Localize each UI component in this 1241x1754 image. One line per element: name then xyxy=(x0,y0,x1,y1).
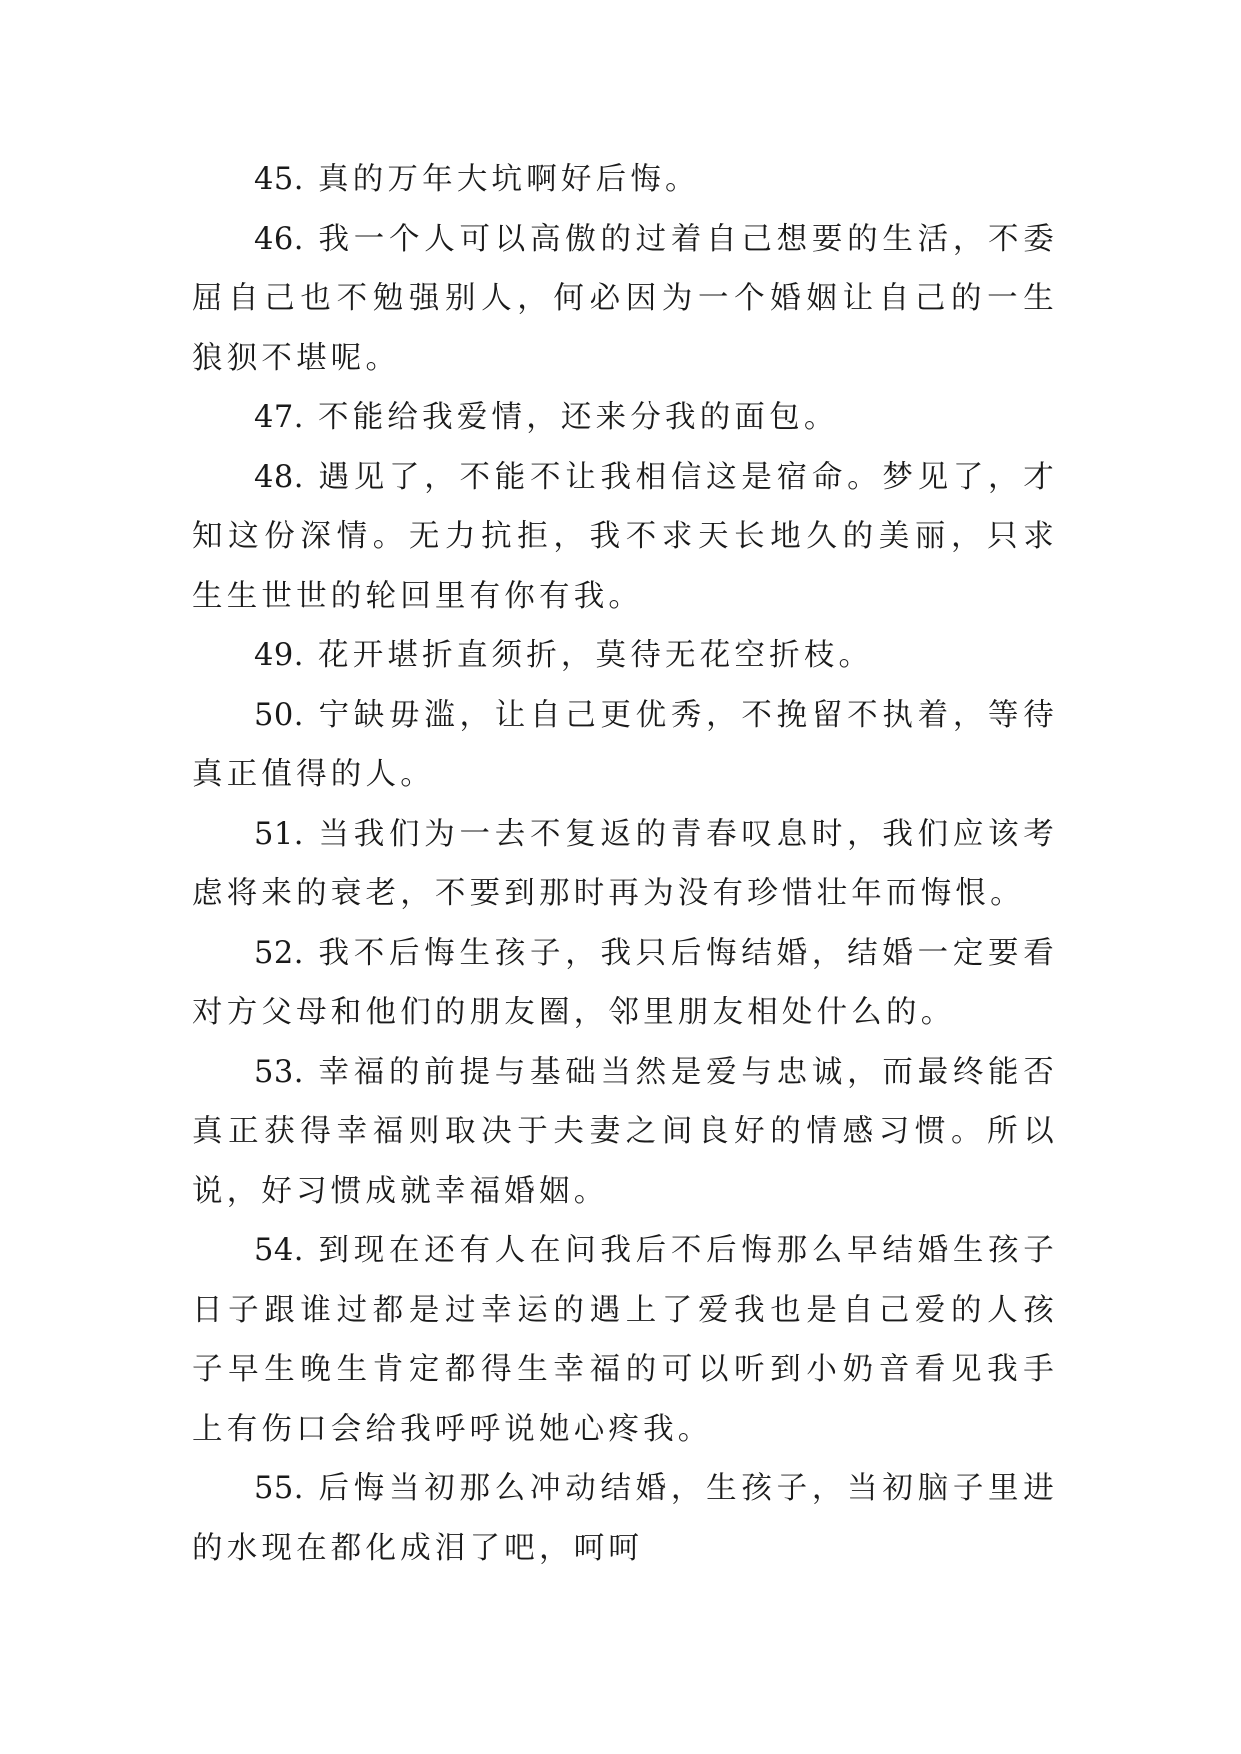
document-page xyxy=(192,150,1058,1578)
paragraph-54 xyxy=(192,1221,1058,1459)
paragraph-51 xyxy=(192,805,1058,924)
paragraph-49 xyxy=(192,626,1058,686)
paragraph-number: 54. xyxy=(254,1233,305,1268)
paragraph-45 xyxy=(192,150,1058,210)
paragraph-text: 我不后悔生孩子，我只后悔结婚，结婚一定要看对方父母和他们的朋友圈，邻里朋友相处什么的。 xyxy=(192,935,1058,1030)
paragraph-number: 55. xyxy=(254,1471,305,1506)
paragraph-text: 我一个人可以高傲的过着自己想要的生活，不委屈自己也不勉强别人，何必因为一个婚姻让自己的一生狼狈不堪呢。 xyxy=(192,221,1058,376)
paragraph-number: 45. xyxy=(254,162,305,197)
paragraph-text: 真的万年大坑啊好后悔。 xyxy=(318,162,700,197)
paragraph-50 xyxy=(192,686,1058,805)
paragraph-53 xyxy=(192,1043,1058,1222)
paragraph-text: 遇见了，不能不让我相信这是宿命。梦见了，才知这份深情。无力抗拒，我不求天长地久的美丽，只求生生世世的轮回里有你有我。 xyxy=(192,459,1058,614)
paragraph-text: 到现在还有人在问我后不后悔那么早结婚生孩子日子跟谁过都是过幸运的遇上了爱我也是自己爱的人孩子早生晚生肯定都得生幸福的可以听到小奶音看见我手上有伤口会给我呼呼说她心疼我。 xyxy=(192,1233,1058,1447)
paragraph-52 xyxy=(192,924,1058,1043)
paragraph-number: 51. xyxy=(254,816,305,852)
paragraph-text: 不能给我爱情，还来分我的面包。 xyxy=(318,400,839,435)
paragraph-number: 46. xyxy=(254,221,305,257)
paragraph-number: 48. xyxy=(254,459,305,495)
paragraph-text: 当我们为一去不复返的青春叹息时，我们应该考虑将来的衰老，不要到那时再为没有珍惜壮年而悔恨。 xyxy=(192,816,1058,911)
paragraph-number: 47. xyxy=(254,400,305,435)
paragraph-text: 花开堪折直须折，莫待无花空折枝。 xyxy=(318,638,874,673)
paragraph-text: 宁缺毋滥，让自己更优秀，不挽留不执着，等待真正值得的人。 xyxy=(192,697,1058,792)
paragraph-48 xyxy=(192,448,1058,627)
paragraph-number: 49. xyxy=(254,638,305,673)
paragraph-text: 后悔当初那么冲动结婚，生孩子，当初脑子里进的水现在都化成泪了吧，呵呵 xyxy=(192,1471,1058,1566)
paragraph-number: 50. xyxy=(254,697,305,733)
paragraph-46 xyxy=(192,210,1058,389)
paragraph-55 xyxy=(192,1459,1058,1578)
paragraph-number: 52. xyxy=(254,935,305,971)
paragraph-47 xyxy=(192,388,1058,448)
paragraph-number: 53. xyxy=(254,1054,305,1090)
paragraph-text: 幸福的前提与基础当然是爱与忠诚，而最终能否真正获得幸福则取决于夫妻之间良好的情感习惯。所以说，好习惯成就幸福婚姻。 xyxy=(192,1054,1058,1209)
